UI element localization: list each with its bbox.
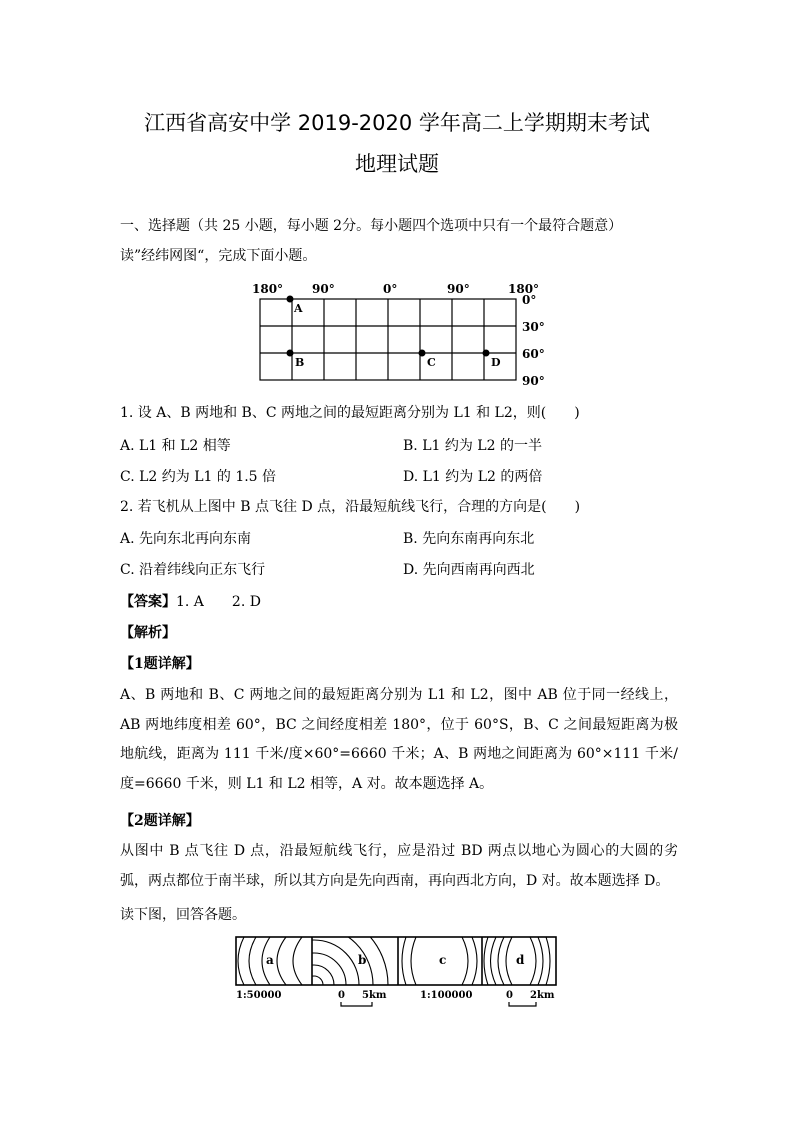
q2-option-c: C. 沿着纬线向正东飞行 [120, 562, 266, 578]
q1-option-c: C. L2 约为 L1 的 1.5 倍 [120, 469, 277, 485]
scale-bar-b [341, 1002, 372, 1006]
point-label-a: A [294, 302, 303, 315]
lon-label-0: 180° [252, 282, 284, 296]
panel-label-d: d [516, 953, 525, 967]
panel-label-c: c [439, 953, 447, 967]
q1-option-d: D. L1 约为 L2 的两倍 [403, 469, 543, 485]
point-a [287, 296, 294, 303]
document-subtitle: 地理试题 [355, 152, 439, 176]
point-label-d: D [491, 356, 501, 369]
lat-label-0: 0° [522, 293, 537, 307]
lon-label-3: 90° [447, 282, 470, 296]
answer-text: 1. A 2. D [176, 594, 261, 610]
q2-option-a: A. 先向东北再向东南 [120, 531, 252, 547]
scale-bar-d [509, 1002, 536, 1006]
scale-a: 1:50000 [236, 990, 282, 1001]
point-c [419, 350, 426, 357]
scale-d-start: 0 [506, 990, 513, 1001]
detail-1-text: A、B 两地和 B、C 两地之间的最短距离分别为 L1 和 L2，图中 AB 位于同一经线上，AB 两地纬度相差 60°，BC 之间经度相差 180°，位于 60°S，B、C 之间最短距离为极地航线，距离为 111 千米/度×60°=6660 千米；A、B 两地之间距离为 60°×111 千米/度=6660 千米，则 L1 和 L2 相等，A 对。故本题选择 A。 [120, 687, 678, 792]
lat-label-2: 60° [522, 347, 545, 361]
lat-label-1: 30° [522, 320, 545, 334]
lat-long-grid-figure [250, 280, 550, 390]
question-1-stem: 1. 设 A、B 两地和 B、C 两地之间的最短距离分别为 L1 和 L2，则( ) [120, 405, 580, 421]
detail-2-label: 【2题详解】 [120, 813, 200, 829]
analysis-label: 【解析】 [120, 625, 176, 641]
contour-map-figure [230, 932, 565, 1012]
lat-label-3: 90° [522, 374, 545, 388]
scale-b-end: 5km [362, 990, 387, 1001]
lon-label-4: 180° [508, 282, 540, 296]
scale-d-end: 2km [530, 990, 555, 1001]
panel-label-b: b [358, 953, 367, 967]
point-label-b: B [295, 356, 305, 369]
lon-label-1: 90° [312, 282, 335, 296]
q1-option-b: B. L1 约为 L2 的一半 [403, 438, 542, 454]
section-2-intro: 读下图，回答各题。 [120, 907, 246, 923]
q1-option-a: A. L1 和 L2 相等 [120, 438, 231, 454]
lon-label-2: 0° [383, 282, 398, 296]
point-d [483, 350, 490, 357]
panel-label-a: a [266, 953, 274, 967]
question-intro: 读”经纬网图“，完成下面小题。 [120, 248, 317, 264]
detail-2-text: 从图中 B 点飞往 D 点，沿最短航线飞行，应是沿过 BD 两点以地心为圆心的大圆的劣弧，两点都位于南半球，所以其方向是先向西南，再向西北方向，D 对。故本题选择 D。 [120, 843, 678, 889]
detail-1-label: 【1题详解】 [120, 656, 200, 672]
question-2-stem: 2. 若飞机从上图中 B 点飞往 D 点，沿最短航线飞行，合理的方向是( ) [120, 499, 581, 515]
contour-frames [236, 937, 556, 985]
scale-c: 1:100000 [420, 990, 473, 1001]
section-heading: 一、选择题（共 25 小题，每小题 2分。每小题四个选项中只有一个最符合题意） [120, 218, 623, 234]
q2-option-b: B. 先向东南再向东北 [403, 531, 535, 547]
answer-label: 【答案】 [120, 594, 176, 610]
document-title: 江西省高安中学 2019-2020 学年高二上学期期末考试 [144, 111, 650, 135]
answer-line [120, 592, 261, 612]
q2-option-d: D. 先向西南再向西北 [403, 562, 535, 578]
scale-b-start: 0 [338, 990, 345, 1001]
point-label-c: C [427, 356, 436, 369]
point-b [287, 350, 294, 357]
